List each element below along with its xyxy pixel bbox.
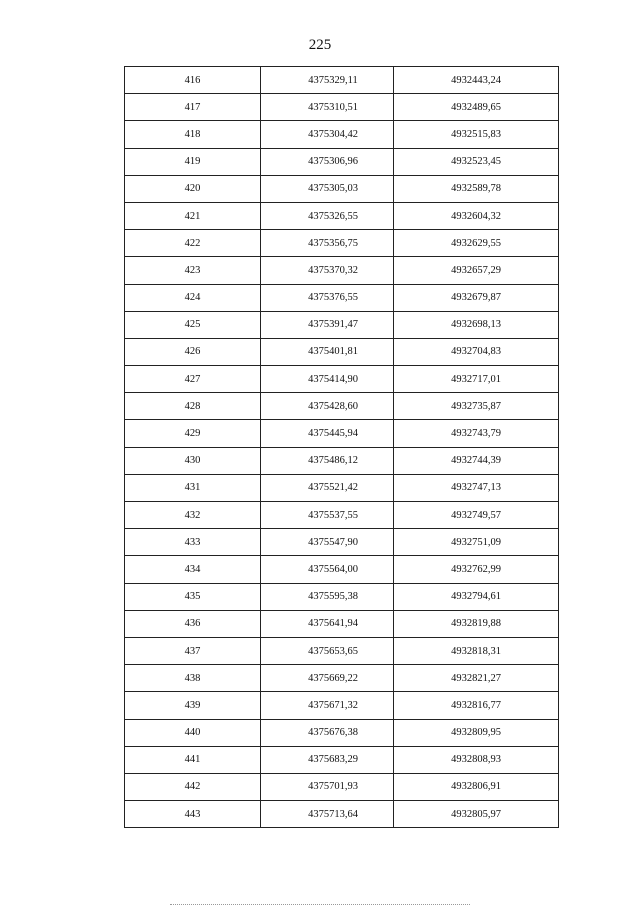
table-row xyxy=(125,230,559,257)
point-number-cell: 427 xyxy=(125,366,261,393)
y-coordinate-cell: 4932794,61 xyxy=(394,583,559,610)
x-coordinate-cell: 4375595,38 xyxy=(261,583,394,610)
y-coordinate-cell: 4932604,32 xyxy=(394,202,559,229)
y-coordinate-cell: 4932523,45 xyxy=(394,148,559,175)
x-coordinate-cell: 4375391,47 xyxy=(261,311,394,338)
x-coordinate-cell: 4375401,81 xyxy=(261,338,394,365)
y-coordinate-cell: 4932589,78 xyxy=(394,175,559,202)
point-number-cell: 435 xyxy=(125,583,261,610)
table-row xyxy=(125,447,559,474)
point-number-cell: 418 xyxy=(125,121,261,148)
table-row xyxy=(125,257,559,284)
x-coordinate-cell: 4375414,90 xyxy=(261,366,394,393)
table-row xyxy=(125,366,559,393)
y-coordinate-cell: 4932808,93 xyxy=(394,746,559,773)
y-coordinate-cell: 4932809,95 xyxy=(394,719,559,746)
table-row xyxy=(125,746,559,773)
y-coordinate-cell: 4932743,79 xyxy=(394,420,559,447)
x-coordinate-cell: 4375669,22 xyxy=(261,665,394,692)
table-row xyxy=(125,801,559,828)
y-coordinate-cell: 4932744,39 xyxy=(394,447,559,474)
x-coordinate-cell: 4375671,32 xyxy=(261,692,394,719)
x-coordinate-cell: 4375486,12 xyxy=(261,447,394,474)
x-coordinate-cell: 4375370,32 xyxy=(261,257,394,284)
x-coordinate-cell: 4375306,96 xyxy=(261,148,394,175)
x-coordinate-cell: 4375713,64 xyxy=(261,801,394,828)
table-row xyxy=(125,175,559,202)
point-number-cell: 424 xyxy=(125,284,261,311)
table-row xyxy=(125,94,559,121)
point-number-cell: 417 xyxy=(125,94,261,121)
point-number-cell: 419 xyxy=(125,148,261,175)
table-row xyxy=(125,311,559,338)
x-coordinate-cell: 4375547,90 xyxy=(261,529,394,556)
y-coordinate-cell: 4932679,87 xyxy=(394,284,559,311)
x-coordinate-cell: 4375653,65 xyxy=(261,637,394,664)
x-coordinate-cell: 4375304,42 xyxy=(261,121,394,148)
table-row xyxy=(125,637,559,664)
table-row xyxy=(125,393,559,420)
point-number-cell: 422 xyxy=(125,230,261,257)
coordinates-table-container xyxy=(124,66,558,828)
point-number-cell: 423 xyxy=(125,257,261,284)
coordinates-table xyxy=(124,66,559,828)
point-number-cell: 433 xyxy=(125,529,261,556)
x-coordinate-cell: 4375683,29 xyxy=(261,746,394,773)
y-coordinate-cell: 4932657,29 xyxy=(394,257,559,284)
x-coordinate-cell: 4375326,55 xyxy=(261,202,394,229)
table-row xyxy=(125,692,559,719)
table-row xyxy=(125,583,559,610)
point-number-cell: 442 xyxy=(125,773,261,800)
point-number-cell: 432 xyxy=(125,502,261,529)
point-number-cell: 416 xyxy=(125,67,261,94)
point-number-cell: 440 xyxy=(125,719,261,746)
x-coordinate-cell: 4375376,55 xyxy=(261,284,394,311)
y-coordinate-cell: 4932819,88 xyxy=(394,610,559,637)
y-coordinate-cell: 4932806,91 xyxy=(394,773,559,800)
y-coordinate-cell: 4932629,55 xyxy=(394,230,559,257)
table-row xyxy=(125,610,559,637)
x-coordinate-cell: 4375445,94 xyxy=(261,420,394,447)
y-coordinate-cell: 4932762,99 xyxy=(394,556,559,583)
point-number-cell: 431 xyxy=(125,474,261,501)
table-row xyxy=(125,556,559,583)
table-row xyxy=(125,284,559,311)
y-coordinate-cell: 4932489,65 xyxy=(394,94,559,121)
y-coordinate-cell: 4932735,87 xyxy=(394,393,559,420)
table-row xyxy=(125,719,559,746)
x-coordinate-cell: 4375641,94 xyxy=(261,610,394,637)
y-coordinate-cell: 4932515,83 xyxy=(394,121,559,148)
point-number-cell: 441 xyxy=(125,746,261,773)
y-coordinate-cell: 4932818,31 xyxy=(394,637,559,664)
point-number-cell: 425 xyxy=(125,311,261,338)
table-row xyxy=(125,665,559,692)
point-number-cell: 439 xyxy=(125,692,261,719)
table-row xyxy=(125,338,559,365)
x-coordinate-cell: 4375676,38 xyxy=(261,719,394,746)
table-row xyxy=(125,474,559,501)
y-coordinate-cell: 4932698,13 xyxy=(394,311,559,338)
x-coordinate-cell: 4375310,51 xyxy=(261,94,394,121)
point-number-cell: 436 xyxy=(125,610,261,637)
coordinates-table-body xyxy=(125,67,559,828)
point-number-cell: 443 xyxy=(125,801,261,828)
x-coordinate-cell: 4375537,55 xyxy=(261,502,394,529)
point-number-cell: 429 xyxy=(125,420,261,447)
point-number-cell: 421 xyxy=(125,202,261,229)
x-coordinate-cell: 4375329,11 xyxy=(261,67,394,94)
y-coordinate-cell: 4932805,97 xyxy=(394,801,559,828)
point-number-cell: 420 xyxy=(125,175,261,202)
y-coordinate-cell: 4932717,01 xyxy=(394,366,559,393)
y-coordinate-cell: 4932749,57 xyxy=(394,502,559,529)
point-number-cell: 438 xyxy=(125,665,261,692)
point-number-cell: 426 xyxy=(125,338,261,365)
x-coordinate-cell: 4375356,75 xyxy=(261,230,394,257)
y-coordinate-cell: 4932751,09 xyxy=(394,529,559,556)
point-number-cell: 430 xyxy=(125,447,261,474)
table-row xyxy=(125,148,559,175)
x-coordinate-cell: 4375564,00 xyxy=(261,556,394,583)
x-coordinate-cell: 4375521,42 xyxy=(261,474,394,501)
table-row xyxy=(125,202,559,229)
table-row xyxy=(125,420,559,447)
x-coordinate-cell: 4375701,93 xyxy=(261,773,394,800)
table-row xyxy=(125,529,559,556)
x-coordinate-cell: 4375428,60 xyxy=(261,393,394,420)
y-coordinate-cell: 4932704,83 xyxy=(394,338,559,365)
y-coordinate-cell: 4932821,27 xyxy=(394,665,559,692)
table-row xyxy=(125,121,559,148)
y-coordinate-cell: 4932747,13 xyxy=(394,474,559,501)
point-number-cell: 428 xyxy=(125,393,261,420)
table-row xyxy=(125,773,559,800)
page-number: 225 xyxy=(308,37,332,53)
y-coordinate-cell: 4932443,24 xyxy=(394,67,559,94)
point-number-cell: 434 xyxy=(125,556,261,583)
x-coordinate-cell: 4375305,03 xyxy=(261,175,394,202)
y-coordinate-cell: 4932816,77 xyxy=(394,692,559,719)
table-row xyxy=(125,67,559,94)
table-row xyxy=(125,502,559,529)
point-number-cell: 437 xyxy=(125,637,261,664)
